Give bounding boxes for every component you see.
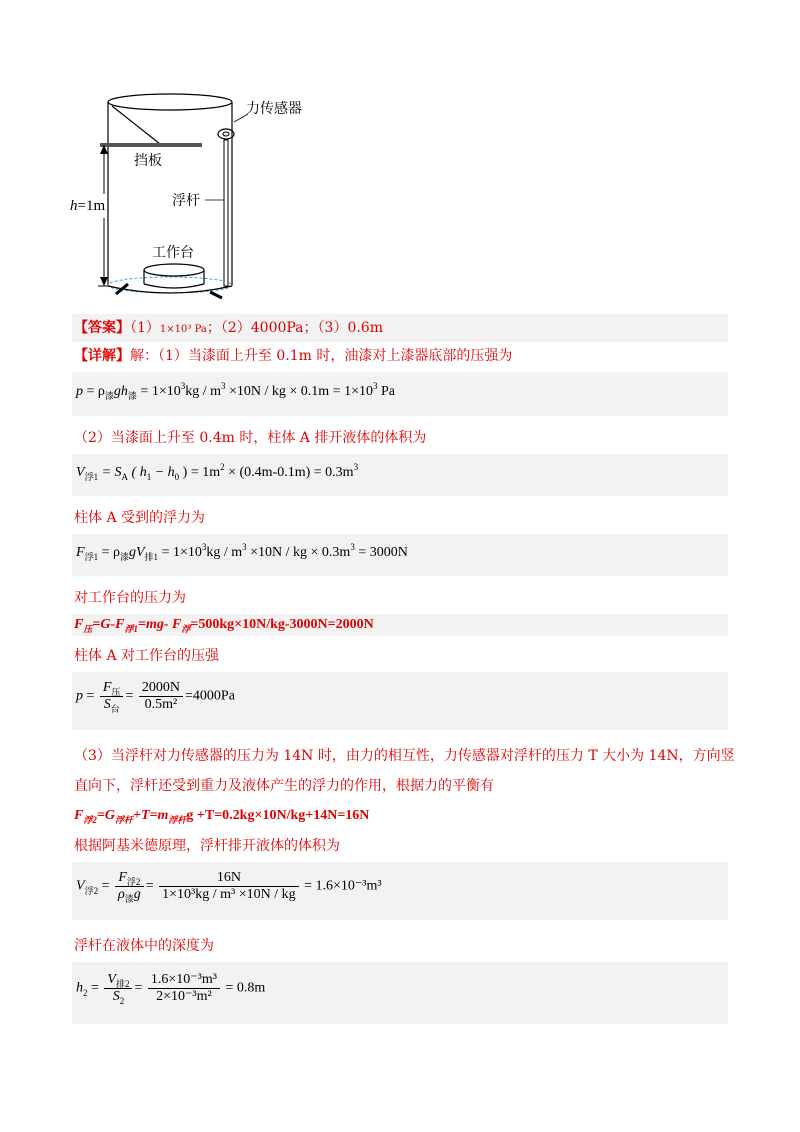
text-part8: 浮杆在液体中的深度为 <box>74 938 214 954</box>
apparatus-diagram <box>60 88 320 308</box>
detail-line: 【详解】解：（1）当漆面上升至 0.1m 时，油漆对上漆器底部的压强为 <box>74 348 513 364</box>
equation-1: $p = \rho_漆gh_漆 = 1\times 10^3kg / m^3 \times 10N$ / kg × $0.1m = 1\times 10^3$ Pa <box>76 381 395 401</box>
answer-line: 【答案】（1）1×10³ Pa；（2）4000Pa；（3）0.6m <box>74 320 383 336</box>
platform-label: 工作台 <box>152 245 194 261</box>
text-part6b: 直向下，浮杆还受到重力及液体产生的浮力的作用，根据力的平衡有 <box>74 778 494 794</box>
equation-5: p = $\frac{F_压}{S_台}$ = $\frac{2000N}{\text{0.5m²}}$ =4000Pa <box>76 680 235 714</box>
frac-buoyancy: $\frac{F_{浮2}}{\rho_漆g}$ <box>115 870 144 903</box>
sensor-label: 力传感器 <box>246 101 302 117</box>
text-part7: 根据阿基米德原理，浮杆排开液体的体积为 <box>74 838 340 854</box>
frac-values: $\frac{16N}{\text{1×10³kg / m³ ×10N / kg}}$ <box>159 870 298 903</box>
text-part4: 对工作台的压力为 <box>74 590 186 606</box>
equation-8: $h_2$ = $\frac{V_{排2}}{S_2}$ = $\frac{\text{1.6×10⁻³m³}}{\text{2×10⁻³m²}}$ = 0.8m <box>76 972 266 1006</box>
frac-volume-area: $\frac{V_{排2}}{S_2}$ <box>104 972 132 1005</box>
text-part5: 柱体 A 对工作台的压强 <box>74 648 220 664</box>
equation-3: $F_{浮1} = \rho_漆gV_{排1} = 1\times 10^3kg / m^3 \times 10N$ / kg × $0.3m^3 = 3000N$ <box>76 542 408 562</box>
text-part3: 柱体 A 受到的浮力为 <box>74 510 206 526</box>
rod-label: 浮杆 <box>172 193 200 209</box>
text-part2: （2）当漆面上升至 0.4m 时，柱体 A 排开液体的体积为 <box>74 430 427 446</box>
equation-4: $F_压=G-F_{浮1}=mg-$ $F_浮=500kg\times 10N/kg-3000N=2000N$ <box>74 617 374 634</box>
equation-2: $V_{浮1} = S_A$ ( $h_1 - h_0$ ) = $1m^2 \times (0.4m-0.1m) = 0.3m^3$ <box>76 462 359 482</box>
equation-6: $F_{浮2}=G_{浮杆}+T=m_{浮杆}g +T=0.2kg\times 10N/kg+14N=16N$ <box>74 808 370 825</box>
height-label: h=1m <box>70 198 106 214</box>
text-part6a: （3）当浮杆对力传感器的压力为 14N 时，由力的相互性，力传感器对浮杆的压力 T 大小为 14N，方向竖 <box>74 748 735 764</box>
frac-values: $\frac{2000N}{\text{0.5m²}}$ <box>139 680 183 713</box>
frac-force-area: $\frac{F_压}{S_台}$ <box>100 680 124 713</box>
baffle-label: 挡板 <box>134 153 162 169</box>
frac-values: $\frac{\text{1.6×10⁻³m³}}{\text{2×10⁻³m²}}$ <box>148 972 220 1005</box>
equation-7: $V_{浮2}$ = $\frac{F_{浮2}}{\rho_漆g}$ = $\frac{16N}{\text{1×10³kg / m³ ×10N / kg}}$ = 1.6×10⁻³m³ <box>76 870 382 904</box>
